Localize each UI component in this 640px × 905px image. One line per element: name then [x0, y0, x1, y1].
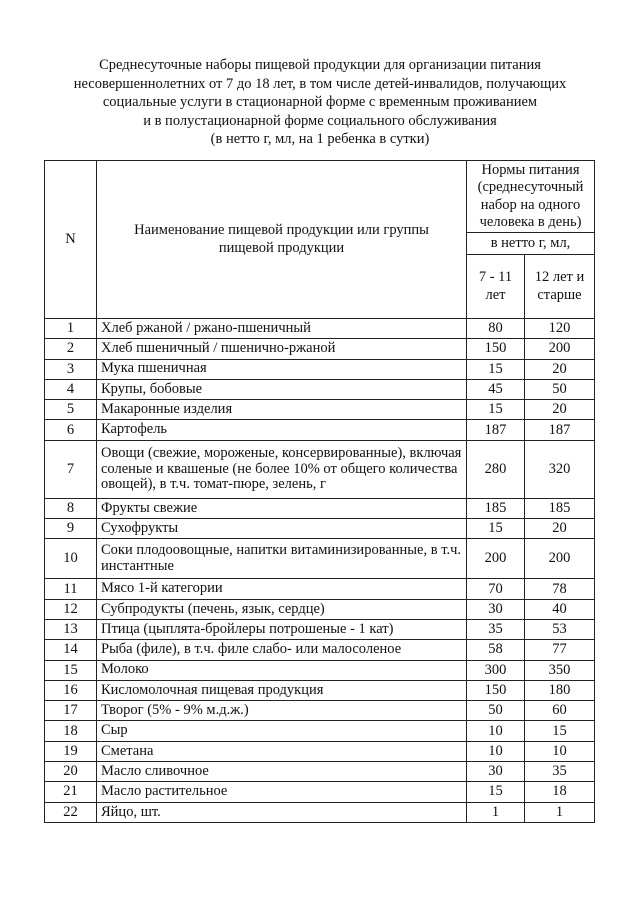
- row-number: 10: [45, 539, 97, 579]
- row-value-7-11: 58: [467, 640, 525, 660]
- row-product-name: Хлеб ржаной / ржано-пшеничный: [97, 319, 467, 339]
- table-body: [45, 319, 595, 823]
- row-number: 15: [45, 660, 97, 680]
- row-value-12-plus: 78: [525, 579, 595, 599]
- table-row: [45, 379, 595, 399]
- row-number: 12: [45, 599, 97, 619]
- row-value-7-11: 50: [467, 701, 525, 721]
- row-value-12-plus: 35: [525, 762, 595, 782]
- row-product-name: Масло сливочное: [97, 762, 467, 782]
- row-value-7-11: 187: [467, 420, 525, 440]
- table-row: [45, 660, 595, 680]
- row-product-name: Хлеб пшеничный / пшенично-ржаной: [97, 339, 467, 359]
- table-row: [45, 741, 595, 761]
- table-row: [45, 802, 595, 822]
- row-number: 17: [45, 701, 97, 721]
- row-value-7-11: 45: [467, 379, 525, 399]
- row-value-7-11: 150: [467, 339, 525, 359]
- table-row: [45, 420, 595, 440]
- row-value-12-plus: 20: [525, 359, 595, 379]
- row-value-12-plus: 320: [525, 440, 595, 498]
- row-value-7-11: 200: [467, 539, 525, 579]
- header-age-12-plus: 12 лет и старше: [525, 255, 595, 319]
- table-row: [45, 339, 595, 359]
- row-product-name: Сыр: [97, 721, 467, 741]
- row-value-12-plus: 53: [525, 619, 595, 639]
- header-number: N: [45, 161, 97, 319]
- title-line: Среднесуточные наборы пищевой продукции для организации питания: [99, 57, 541, 73]
- row-value-12-plus: 15: [525, 721, 595, 741]
- row-value-7-11: 185: [467, 498, 525, 518]
- row-product-name: Молоко: [97, 660, 467, 680]
- row-number: 1: [45, 319, 97, 339]
- row-number: 8: [45, 498, 97, 518]
- document-title: [40, 56, 600, 149]
- row-product-name: Кисломолочная пищевая продукция: [97, 680, 467, 700]
- table-row: [45, 721, 595, 741]
- row-product-name: Фрукты свежие: [97, 498, 467, 518]
- table-row: [45, 359, 595, 379]
- row-number: 6: [45, 420, 97, 440]
- row-number: 22: [45, 802, 97, 822]
- row-product-name: Мука пшеничная: [97, 359, 467, 379]
- row-product-name: Соки плодоовощные, напитки витаминизированные, в т.ч. инстантные: [97, 539, 467, 579]
- table-row: [45, 701, 595, 721]
- row-value-12-plus: 187: [525, 420, 595, 440]
- table-row: [45, 498, 595, 518]
- header-age-7-11: 7 - 11 лет: [467, 255, 525, 319]
- row-value-7-11: 30: [467, 599, 525, 619]
- row-value-7-11: 30: [467, 762, 525, 782]
- food-norms-table: [44, 160, 595, 823]
- table-row: [45, 400, 595, 420]
- row-number: 9: [45, 519, 97, 539]
- title-line: социальные услуги в стационарной форме с временным проживанием: [102, 94, 538, 110]
- row-value-7-11: 15: [467, 782, 525, 802]
- row-value-7-11: 15: [467, 359, 525, 379]
- row-value-12-plus: 60: [525, 701, 595, 721]
- row-value-7-11: 35: [467, 619, 525, 639]
- table-row: [45, 440, 595, 498]
- row-value-12-plus: 180: [525, 680, 595, 700]
- row-product-name: Макаронные изделия: [97, 400, 467, 420]
- row-product-name: Масло растительное: [97, 782, 467, 802]
- row-product-name: Картофель: [97, 420, 467, 440]
- table-row: [45, 539, 595, 579]
- row-value-12-plus: 18: [525, 782, 595, 802]
- row-number: 16: [45, 680, 97, 700]
- row-number: 7: [45, 440, 97, 498]
- row-value-12-plus: 20: [525, 519, 595, 539]
- header-unit: в нетто г, мл,: [467, 233, 595, 255]
- row-product-name: Птица (цыплята-бройлеры потрошеные - 1 кат): [97, 619, 467, 639]
- row-number: 21: [45, 782, 97, 802]
- table-row: [45, 599, 595, 619]
- row-number: 13: [45, 619, 97, 639]
- row-product-name: Сухофрукты: [97, 519, 467, 539]
- row-product-name: Субпродукты (печень, язык, сердце): [97, 599, 467, 619]
- row-product-name: Рыба (филе), в т.ч. филе слабо- или малосоленое: [97, 640, 467, 660]
- header-product-name: Наименование пищевой продукции или группы пищевой продукции: [97, 161, 467, 319]
- row-value-7-11: 1: [467, 802, 525, 822]
- row-number: 11: [45, 579, 97, 599]
- row-number: 5: [45, 400, 97, 420]
- row-number: 18: [45, 721, 97, 741]
- row-value-12-plus: 40: [525, 599, 595, 619]
- row-value-12-plus: 1: [525, 802, 595, 822]
- row-value-12-plus: 20: [525, 400, 595, 420]
- title-line: (в нетто г, мл, на 1 ребенка в сутки): [210, 131, 430, 147]
- row-value-7-11: 10: [467, 741, 525, 761]
- row-number: 19: [45, 741, 97, 761]
- row-value-7-11: 10: [467, 721, 525, 741]
- table-row: [45, 680, 595, 700]
- title-line: и в полустационарной форме социального обслуживания: [143, 112, 497, 129]
- row-value-7-11: 150: [467, 680, 525, 700]
- row-value-7-11: 280: [467, 440, 525, 498]
- header-norms: Нормы питания (среднесуточный набор на одного человека в день): [467, 161, 595, 233]
- row-value-12-plus: 350: [525, 660, 595, 680]
- row-number: 3: [45, 359, 97, 379]
- row-value-12-plus: 185: [525, 498, 595, 518]
- row-value-12-plus: 10: [525, 741, 595, 761]
- row-product-name: Овощи (свежие, мороженые, консервированные), включая соленые и квашеные (не более 10% от общего количества овощей), в т.ч. томат-пюре, зелень, г: [97, 440, 467, 498]
- row-value-7-11: 15: [467, 519, 525, 539]
- row-product-name: Мясо 1-й категории: [97, 579, 467, 599]
- table-header: [45, 161, 595, 319]
- table-row: [45, 319, 595, 339]
- table-row: [45, 619, 595, 639]
- row-number: 20: [45, 762, 97, 782]
- row-value-7-11: 300: [467, 660, 525, 680]
- row-value-12-plus: 120: [525, 319, 595, 339]
- row-product-name: Сметана: [97, 741, 467, 761]
- row-value-12-plus: 200: [525, 339, 595, 359]
- row-value-12-plus: 200: [525, 539, 595, 579]
- table-row: [45, 640, 595, 660]
- table-row: [45, 519, 595, 539]
- row-product-name: Крупы, бобовые: [97, 379, 467, 399]
- row-value-7-11: 70: [467, 579, 525, 599]
- row-value-12-plus: 77: [525, 640, 595, 660]
- row-value-12-plus: 50: [525, 379, 595, 399]
- row-number: 14: [45, 640, 97, 660]
- row-number: 4: [45, 379, 97, 399]
- row-value-7-11: 80: [467, 319, 525, 339]
- table-row: [45, 762, 595, 782]
- row-product-name: Яйцо, шт.: [97, 802, 467, 822]
- row-product-name: Творог (5% - 9% м.д.ж.): [97, 701, 467, 721]
- title-line: несовершеннолетних от 7 до 18 лет, в том числе детей-инвалидов, получающих: [73, 75, 567, 92]
- table-row: [45, 579, 595, 599]
- row-value-7-11: 15: [467, 400, 525, 420]
- table-row: [45, 782, 595, 802]
- row-number: 2: [45, 339, 97, 359]
